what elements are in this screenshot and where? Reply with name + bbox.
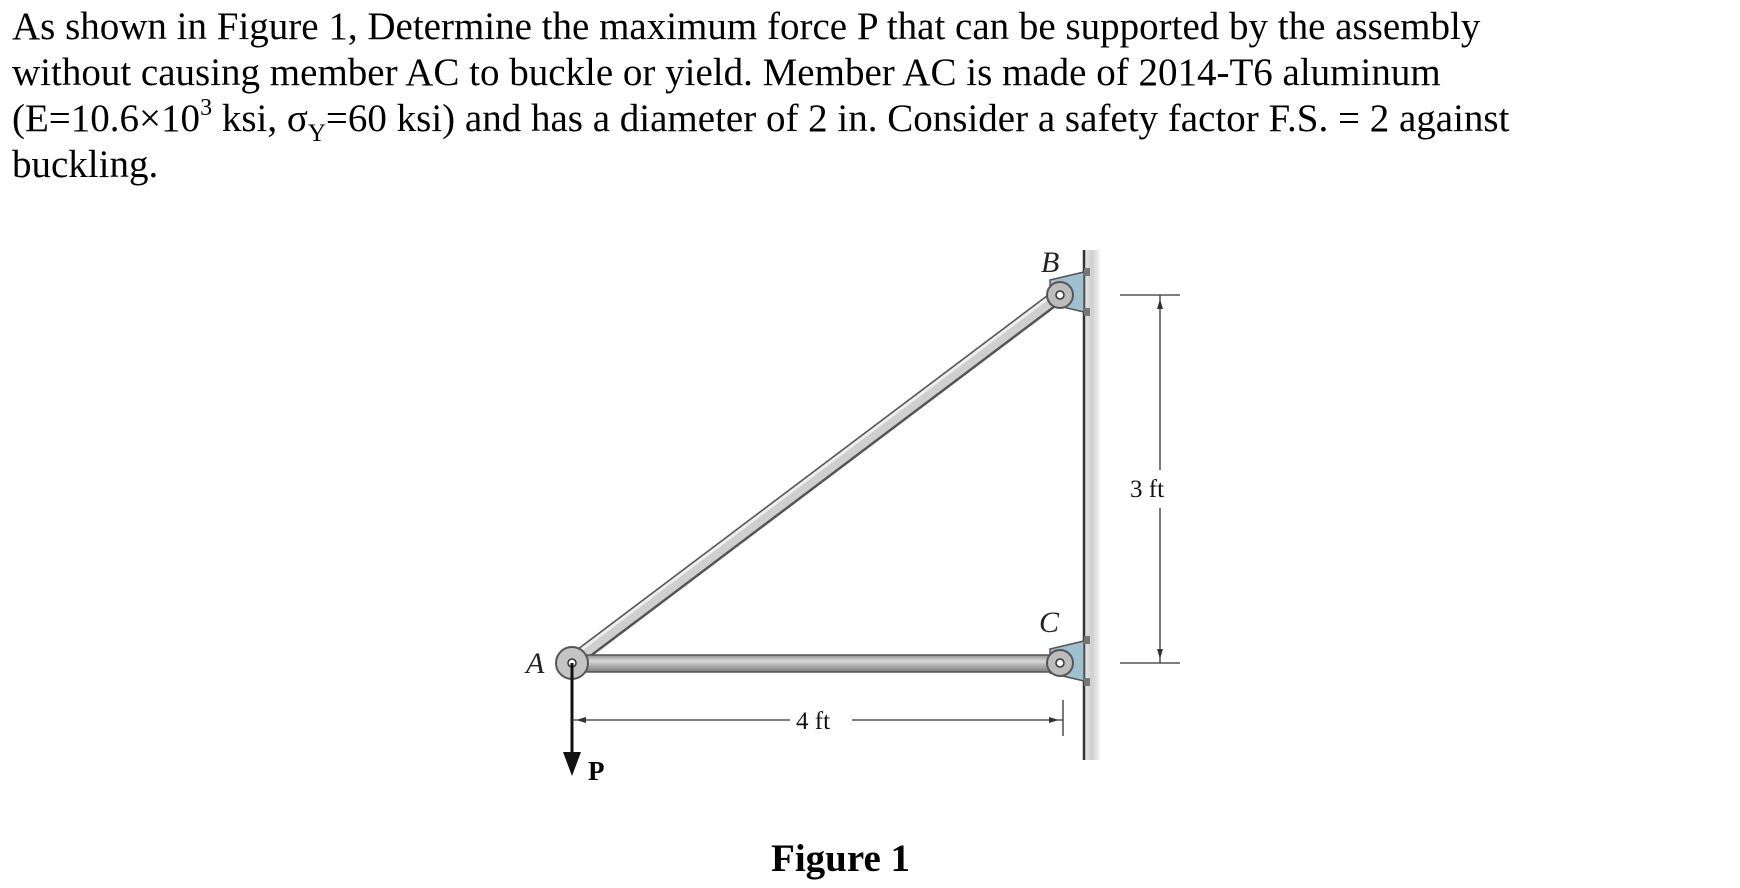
dim-vertical-label: 3 ft xyxy=(1130,476,1165,503)
problem-line-3a: (E=10.6×10 xyxy=(12,97,201,140)
problem-line-3c: =60 ksi) and has a diameter of 2 in. Consider a safety factor F.S. = 2 against xyxy=(325,97,1510,140)
member-ac xyxy=(572,655,1058,672)
problem-line-4: buckling. xyxy=(12,143,159,186)
problem-line-2: without causing member AC to buckle or yield. Member AC is made of 2014-T6 aluminum xyxy=(12,51,1441,94)
label-a: A xyxy=(526,647,545,680)
problem-line-3b: ksi, σ xyxy=(212,97,308,140)
dim-horizontal-label: 4 ft xyxy=(796,708,831,735)
member-ab xyxy=(570,292,1058,662)
exponent: 3 xyxy=(200,95,213,121)
figure-caption: Figure 1 xyxy=(771,837,911,880)
problem-line-1: As shown in Figure 1, Determine the maximum force P that can be supported by the assembly xyxy=(12,5,1481,48)
label-b: B xyxy=(1041,246,1060,279)
force-label: P xyxy=(588,756,605,786)
support-c xyxy=(1047,636,1090,686)
label-c: C xyxy=(1039,606,1060,639)
yield-subscript: Y xyxy=(307,119,326,147)
